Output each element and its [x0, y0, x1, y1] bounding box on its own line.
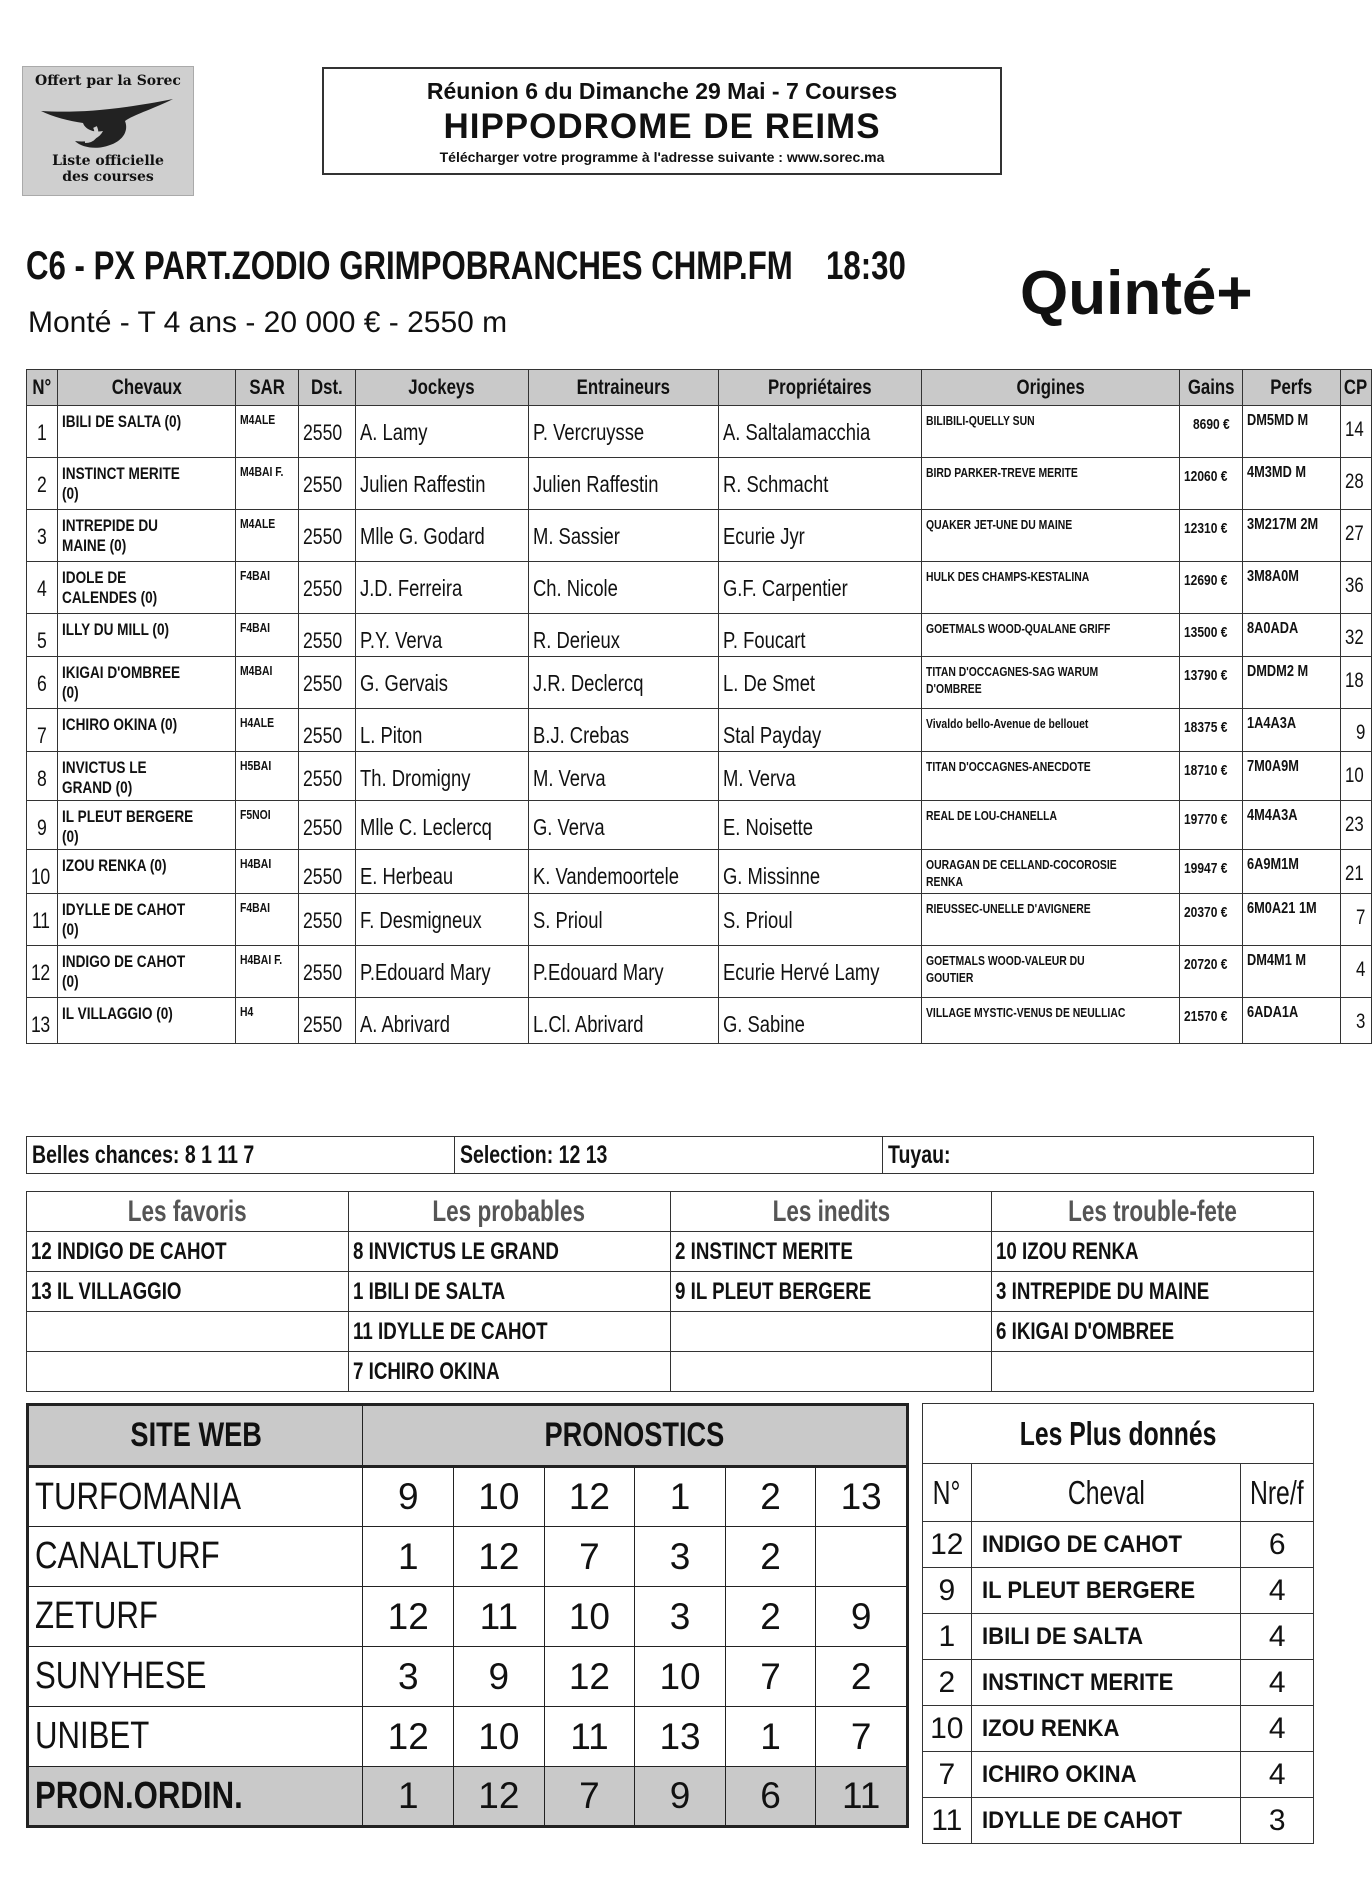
runner-number: 1: [27, 406, 58, 458]
pronostic-value: 7: [544, 1527, 635, 1587]
horse-jockey-icon: [33, 91, 183, 153]
horse-sar: H5BAI: [236, 752, 298, 801]
categories-header-row: [27, 1192, 1314, 1232]
column-header: Perfs: [1242, 370, 1340, 406]
category-header: Les trouble-fete: [992, 1192, 1314, 1232]
trainer: M. Verva: [528, 752, 718, 801]
pronostic-value: 2: [725, 1527, 815, 1587]
plus-donnes-row: [923, 1798, 1314, 1844]
pronostics-table: [26, 1403, 909, 1828]
belles-chances: Belles chances: 8 1 11 7: [27, 1137, 455, 1173]
cote-probable: 9: [1340, 709, 1371, 752]
origin: TITAN D'OCCAGNES-ANECDOTE: [922, 752, 1180, 801]
origin: REAL DE LOU-CHANELLA: [922, 801, 1180, 850]
jockey: J.D. Ferreira: [355, 562, 528, 614]
runner-number: 11: [27, 894, 58, 946]
perfs: 4M4A3A: [1242, 801, 1340, 850]
pronostic-value: 13: [635, 1707, 726, 1767]
category-cell: [27, 1352, 349, 1392]
column-header: Jockeys: [355, 370, 528, 406]
pronostic-value: 11: [544, 1707, 635, 1767]
pronostic-value: 12: [363, 1707, 454, 1767]
pronostic-value: 2: [725, 1467, 815, 1527]
cote-probable: 21: [1340, 850, 1371, 894]
gains: 19770 €: [1180, 801, 1242, 850]
owner: L. De Smet: [718, 657, 922, 709]
horse-name: ILLY DU MILL (0): [58, 614, 236, 657]
gains: 13500 €: [1180, 614, 1242, 657]
gains: 8690 €: [1180, 406, 1242, 458]
jockey: F. Desmigneux: [355, 894, 528, 946]
jockey: L. Piton: [355, 709, 528, 752]
pronostic-value: 9: [454, 1647, 545, 1707]
gains: 20720 €: [1180, 946, 1242, 998]
origin: HULK DES CHAMPS-KESTALINA: [922, 562, 1180, 614]
horse-name: INVICTUS LE GRAND (0): [58, 752, 236, 801]
plus-donnes-horse: IBILI DE SALTA: [971, 1614, 1241, 1660]
download-link-text[interactable]: Télécharger votre programme à l'adresse suivante : www.sorec.ma: [439, 149, 885, 165]
horse-name: IKIGAI D'OMBREE (0): [58, 657, 236, 709]
category-cell: 9 IL PLEUT BERGERE: [670, 1272, 992, 1312]
category-cell: 10 IZOU RENKA: [992, 1232, 1314, 1272]
gains: 12060 €: [1180, 458, 1242, 510]
category-cell: 11 IDYLLE DE CAHOT: [348, 1312, 670, 1352]
cote-probable: 28: [1340, 458, 1371, 510]
site-name: PRON.ORDIN.: [28, 1767, 363, 1827]
pronostic-value: 12: [544, 1647, 635, 1707]
perfs: DM5MD M: [1242, 406, 1340, 458]
jockey: A. Lamy: [355, 406, 528, 458]
plus-donnes-column-header: Cheval: [971, 1464, 1241, 1522]
pronostic-value: 7: [816, 1707, 908, 1767]
horse-name: IL VILLAGGIO (0): [58, 998, 236, 1044]
logo-offer-text: Offert par la Sorec: [35, 73, 181, 89]
category-cell: 1 IBILI DE SALTA: [348, 1272, 670, 1312]
runner-number: 6: [27, 657, 58, 709]
gains: 18375 €: [1180, 709, 1242, 752]
trainer: P.Edouard Mary: [528, 946, 718, 998]
tuyau: Tuyau:: [888, 1141, 951, 1169]
category-cell: [27, 1312, 349, 1352]
pronostic-row: [28, 1587, 908, 1647]
cote-probable: 10: [1340, 752, 1371, 801]
runner-number: 12: [27, 946, 58, 998]
jockey: Th. Dromigny: [355, 752, 528, 801]
pronostic-value: [816, 1527, 908, 1587]
trainer: B.J. Crebas: [528, 709, 718, 752]
perfs: 6M0A21 1M: [1242, 894, 1340, 946]
runners-header-row: [27, 370, 1372, 406]
cote-probable: 27: [1340, 510, 1371, 562]
category-cell: 12 INDIGO DE CAHOT: [27, 1232, 349, 1272]
plus-donnes-count: 4: [1241, 1660, 1314, 1706]
pronostic-value: 1: [363, 1527, 454, 1587]
gains: 12690 €: [1180, 562, 1242, 614]
cote-probable: 4: [1340, 946, 1371, 998]
plus-donnes-horse: IDYLLE DE CAHOT: [971, 1798, 1241, 1844]
runner-row: [27, 562, 1372, 614]
site-name: CANALTURF: [28, 1527, 363, 1587]
plus-donnes-number: 12: [923, 1522, 972, 1568]
distance: 2550: [298, 946, 355, 998]
gains: 13790 €: [1180, 657, 1242, 709]
category-cell: 2 INSTINCT MERITE: [670, 1232, 992, 1272]
perfs: 6A9M1M: [1242, 850, 1340, 894]
category-header: Les inedits: [670, 1192, 992, 1232]
category-cell: 3 INTREPIDE DU MAINE: [992, 1272, 1314, 1312]
perfs: 7M0A9M: [1242, 752, 1340, 801]
horse-sar: M4ALE: [236, 406, 298, 458]
trainer: Julien Raffestin: [528, 458, 718, 510]
distance: 2550: [298, 458, 355, 510]
meeting-date: Réunion 6 du Dimanche 29 Mai - 7 Courses: [426, 78, 898, 104]
category-row: [27, 1352, 1314, 1392]
distance: 2550: [298, 998, 355, 1044]
perfs: 3M217M 2M: [1242, 510, 1340, 562]
categories-table: [26, 1191, 1314, 1392]
plus-donnes-column-header: N°: [923, 1464, 972, 1522]
plus-donnes-column-header: Nre/f: [1241, 1464, 1314, 1522]
horse-sar: F4BAI: [236, 894, 298, 946]
pronostic-value: 9: [635, 1767, 726, 1827]
horse-name: IDOLE DE CALENDES (0): [58, 562, 236, 614]
runner-number: 2: [27, 458, 58, 510]
gains: 21570 €: [1180, 998, 1242, 1044]
plus-donnes-horse: INSTINCT MERITE: [971, 1660, 1241, 1706]
plus-donnes-row: [923, 1568, 1314, 1614]
distance: 2550: [298, 850, 355, 894]
horse-name: IZOU RENKA (0): [58, 850, 236, 894]
race-title: C6 - PX PART.ZODIO GRIMPOBRANCHES CHMP.FM: [26, 244, 793, 288]
plus-donnes-number: 9: [923, 1568, 972, 1614]
distance: 2550: [298, 752, 355, 801]
pronostic-value: 10: [454, 1467, 545, 1527]
meeting-header: [322, 67, 1002, 175]
site-name: UNIBET: [28, 1707, 363, 1767]
plus-donnes-count: 4: [1241, 1568, 1314, 1614]
plus-donnes-horse: INDIGO DE CAHOT: [971, 1522, 1241, 1568]
perfs: 8A0ADA: [1242, 614, 1340, 657]
horse-name: INDIGO DE CAHOT (0): [58, 946, 236, 998]
category-row: [27, 1232, 1314, 1272]
distance: 2550: [298, 657, 355, 709]
runner-row: [27, 709, 1372, 752]
horse-sar: F4BAI: [236, 614, 298, 657]
trainer: P. Vercruysse: [528, 406, 718, 458]
column-header: SAR: [236, 370, 298, 406]
cote-probable: 32: [1340, 614, 1371, 657]
owner: S. Prioul: [718, 894, 922, 946]
cote-probable: 14: [1340, 406, 1371, 458]
origin: RIEUSSEC-UNELLE D'AVIGNERE: [922, 894, 1180, 946]
runner-number: 10: [27, 850, 58, 894]
origin: GOETMALS WOOD-QUALANE GRIFF: [922, 614, 1180, 657]
trainer: Ch. Nicole: [528, 562, 718, 614]
horse-name: IBILI DE SALTA (0): [58, 406, 236, 458]
site-name: SUNYHESE: [28, 1647, 363, 1707]
horse-name: IDYLLE DE CAHOT (0): [58, 894, 236, 946]
category-cell: [992, 1352, 1314, 1392]
category-row: [27, 1272, 1314, 1312]
plus-donnes-header-row: [923, 1464, 1314, 1522]
pronostic-value: 7: [725, 1647, 815, 1707]
plus-donnes-horse: IL PLEUT BERGERE: [971, 1568, 1241, 1614]
site-name: ZETURF: [28, 1587, 363, 1647]
pronostic-row: [28, 1647, 908, 1707]
plus-donnes-horse: ICHIRO OKINA: [971, 1752, 1241, 1798]
perfs: DMDM2 M: [1242, 657, 1340, 709]
owner: G.F. Carpentier: [718, 562, 922, 614]
jockey: P.Edouard Mary: [355, 946, 528, 998]
owner: M. Verva: [718, 752, 922, 801]
owner: G. Sabine: [718, 998, 922, 1044]
chances-bar: [26, 1136, 1314, 1174]
runner-number: 9: [27, 801, 58, 850]
sorec-logo: [22, 66, 194, 196]
origin: BIRD PARKER-TREVE MERITE: [922, 458, 1180, 510]
category-cell: 6 IKIGAI D'OMBREE: [992, 1312, 1314, 1352]
gains: 12310 €: [1180, 510, 1242, 562]
horse-sar: M4ALE: [236, 510, 298, 562]
runner-number: 3: [27, 510, 58, 562]
runner-row: [27, 894, 1372, 946]
origin: VILLAGE MYSTIC-VENUS DE NEULLIAC: [922, 998, 1180, 1044]
bet-type: Quinté+: [1020, 259, 1253, 328]
category-cell: 13 IL VILLAGGIO: [27, 1272, 349, 1312]
horse-name: ICHIRO OKINA (0): [58, 709, 236, 752]
owner: E. Noisette: [718, 801, 922, 850]
distance: 2550: [298, 801, 355, 850]
horse-sar: F5NOI: [236, 801, 298, 850]
distance: 2550: [298, 894, 355, 946]
plus-donnes-row: [923, 1706, 1314, 1752]
plus-donnes-row: [923, 1752, 1314, 1798]
plus-donnes-count: 6: [1241, 1522, 1314, 1568]
plus-donnes-count: 4: [1241, 1614, 1314, 1660]
trainer: S. Prioul: [528, 894, 718, 946]
runner-row: [27, 850, 1372, 894]
pronostic-value: 12: [454, 1527, 545, 1587]
pronostic-value: 12: [363, 1587, 454, 1647]
jockey: A. Abrivard: [355, 998, 528, 1044]
runner-number: 4: [27, 562, 58, 614]
site-web-header: SITE WEB: [28, 1405, 363, 1467]
category-cell: 8 INVICTUS LE GRAND: [348, 1232, 670, 1272]
pronostic-row: [28, 1467, 908, 1527]
pronostic-value: 9: [363, 1467, 454, 1527]
owner: R. Schmacht: [718, 458, 922, 510]
runner-number: 7: [27, 709, 58, 752]
owner: Stal Payday: [718, 709, 922, 752]
plus-donnes-row: [923, 1522, 1314, 1568]
distance: 2550: [298, 614, 355, 657]
pronostic-value: 2: [816, 1647, 908, 1707]
pronostic-row: [28, 1767, 908, 1827]
jockey: P.Y. Verva: [355, 614, 528, 657]
plus-donnes-horse: IZOU RENKA: [971, 1706, 1241, 1752]
pronostic-value: 12: [544, 1467, 635, 1527]
jockey: E. Herbeau: [355, 850, 528, 894]
plus-donnes-title: Les Plus donnés: [923, 1404, 1314, 1464]
race-time: 18:30: [826, 244, 906, 288]
runner-row: [27, 801, 1372, 850]
gains: 20370 €: [1180, 894, 1242, 946]
horse-sar: M4BAI: [236, 657, 298, 709]
column-header: Chevaux: [58, 370, 236, 406]
race-conditions: Monté - T 4 ans - 20 000 € - 2550 m: [28, 306, 508, 339]
trainer: R. Derieux: [528, 614, 718, 657]
cote-probable: 7: [1340, 894, 1371, 946]
pronostic-value: 2: [725, 1587, 815, 1647]
category-cell: 7 ICHIRO OKINA: [348, 1352, 670, 1392]
jockey: G. Gervais: [355, 657, 528, 709]
distance: 2550: [298, 709, 355, 752]
owner: Ecurie Hervé Lamy: [718, 946, 922, 998]
horse-name: IL PLEUT BERGERE (0): [58, 801, 236, 850]
jockey: Julien Raffestin: [355, 458, 528, 510]
distance: 2550: [298, 510, 355, 562]
pronostic-value: 10: [544, 1587, 635, 1647]
pronostic-value: 1: [363, 1767, 454, 1827]
pronostic-value: 6: [725, 1767, 815, 1827]
column-header: CP: [1340, 370, 1371, 406]
perfs: DM4M1 M: [1242, 946, 1340, 998]
runner-row: [27, 998, 1372, 1044]
owner: Ecurie Jyr: [718, 510, 922, 562]
pronostics-header: PRONOSTICS: [363, 1405, 908, 1467]
runner-row: [27, 752, 1372, 801]
pronostic-value: 3: [635, 1527, 726, 1587]
distance: 2550: [298, 406, 355, 458]
origin: TITAN D'OCCAGNES-SAG WARUM D'OMBREE: [922, 657, 1180, 709]
runner-row: [27, 657, 1372, 709]
cote-probable: 18: [1340, 657, 1371, 709]
plus-donnes-number: 2: [923, 1660, 972, 1706]
distance: 2550: [298, 562, 355, 614]
horse-sar: H4BAI: [236, 850, 298, 894]
owner: A. Saltalamacchia: [718, 406, 922, 458]
column-header: Origines: [922, 370, 1180, 406]
trainer: L.Cl. Abrivard: [528, 998, 718, 1044]
runner-number: 8: [27, 752, 58, 801]
plus-donnes-row: [923, 1614, 1314, 1660]
gains: 19947 €: [1180, 850, 1242, 894]
pronostic-value: 3: [363, 1647, 454, 1707]
cote-probable: 36: [1340, 562, 1371, 614]
pronostic-value: 11: [816, 1767, 908, 1827]
trainer: M. Sassier: [528, 510, 718, 562]
plus-donnes-table: [922, 1403, 1314, 1844]
column-header: Propriétaires: [718, 370, 922, 406]
jockey: Mlle C. Leclercq: [355, 801, 528, 850]
origin: Vivaldo bello-Avenue de bellouet: [922, 709, 1180, 752]
column-header: Gains: [1180, 370, 1242, 406]
owner: G. Missinne: [718, 850, 922, 894]
runners-table: [26, 369, 1372, 1044]
pronostic-row: [28, 1707, 908, 1767]
perfs: 6ADA1A: [1242, 998, 1340, 1044]
column-header: N°: [27, 370, 58, 406]
trainer: G. Verva: [528, 801, 718, 850]
column-header: Entraineurs: [528, 370, 718, 406]
horse-name: INTREPIDE DU MAINE (0): [58, 510, 236, 562]
category-cell: [670, 1312, 992, 1352]
horse-name: INSTINCT MERITE (0): [58, 458, 236, 510]
pronostic-value: 1: [725, 1707, 815, 1767]
pronostics-header-row: [28, 1405, 908, 1467]
plus-donnes-number: 10: [923, 1706, 972, 1752]
pronostic-value: 12: [454, 1767, 545, 1827]
runner-number: 5: [27, 614, 58, 657]
jockey: Mlle G. Godard: [355, 510, 528, 562]
cote-probable: 3: [1340, 998, 1371, 1044]
column-header: Dst.: [298, 370, 355, 406]
category-header: Les favoris: [27, 1192, 349, 1232]
perfs: 4M3MD M: [1242, 458, 1340, 510]
selection: Selection: 12 13: [455, 1137, 883, 1173]
horse-sar: H4BAI F.: [236, 946, 298, 998]
owner: P. Foucart: [718, 614, 922, 657]
perfs: 3M8A0M: [1242, 562, 1340, 614]
pronostic-value: 7: [544, 1767, 635, 1827]
origin: OURAGAN DE CELLAND-COCOROSIE RENKA: [922, 850, 1180, 894]
plus-donnes-number: 7: [923, 1752, 972, 1798]
runner-number: 13: [27, 998, 58, 1044]
hippodrome-name: HIPPODROME DE REIMS: [443, 107, 881, 146]
gains: 18710 €: [1180, 752, 1242, 801]
horse-sar: H4ALE: [236, 709, 298, 752]
logo-list-text: Liste officielle: [52, 153, 164, 169]
pronostic-value: 13: [816, 1467, 908, 1527]
runner-row: [27, 458, 1372, 510]
plus-donnes-number: 1: [923, 1614, 972, 1660]
plus-donnes-count: 3: [1241, 1798, 1314, 1844]
pronostic-value: 10: [454, 1707, 545, 1767]
pronostic-value: 10: [635, 1647, 726, 1707]
plus-donnes-count: 4: [1241, 1706, 1314, 1752]
plus-donnes-row: [923, 1660, 1314, 1706]
cote-probable: 23: [1340, 801, 1371, 850]
logo-courses-text: des courses: [62, 169, 154, 185]
pronostic-value: 11: [454, 1587, 545, 1647]
pronostic-row: [28, 1527, 908, 1587]
plus-donnes-number: 11: [923, 1798, 972, 1844]
horse-sar: M4BAI F.: [236, 458, 298, 510]
runner-row: [27, 510, 1372, 562]
runner-row: [27, 406, 1372, 458]
trainer: K. Vandemoortele: [528, 850, 718, 894]
origin: BILIBILI-QUELLY SUN: [922, 406, 1180, 458]
pronostic-value: 9: [816, 1587, 908, 1647]
horse-sar: H4: [236, 998, 298, 1044]
runner-row: [27, 614, 1372, 657]
site-name: TURFOMANIA: [28, 1467, 363, 1527]
category-cell: [670, 1352, 992, 1392]
perfs: 1A4A3A: [1242, 709, 1340, 752]
origin: GOETMALS WOOD-VALEUR DU GOUTIER: [922, 946, 1180, 998]
category-header: Les probables: [348, 1192, 670, 1232]
horse-sar: F4BAI: [236, 562, 298, 614]
trainer: J.R. Declercq: [528, 657, 718, 709]
plus-donnes-count: 4: [1241, 1752, 1314, 1798]
pronostic-value: 1: [635, 1467, 726, 1527]
pronostic-value: 3: [635, 1587, 726, 1647]
category-row: [27, 1312, 1314, 1352]
origin: QUAKER JET-UNE DU MAINE: [922, 510, 1180, 562]
runner-row: [27, 946, 1372, 998]
